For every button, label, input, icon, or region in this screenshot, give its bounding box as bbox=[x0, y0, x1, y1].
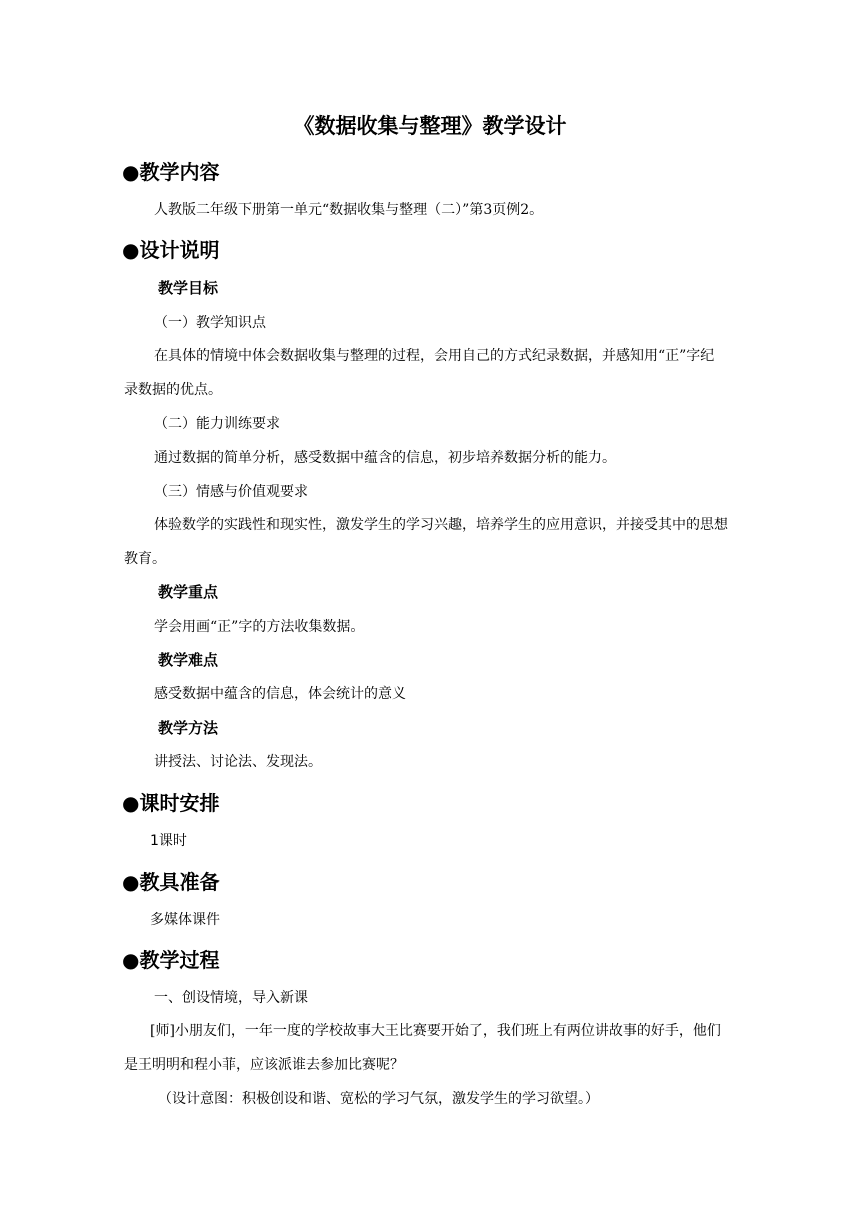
difficulty-text: 感受数据中蕴含的信息，体会统计的意义 bbox=[154, 686, 406, 702]
difficulty-heading: 教学难点 bbox=[158, 651, 219, 669]
goal2-label: （二）能力训练要求 bbox=[154, 416, 280, 432]
key-heading: 教学重点 bbox=[158, 583, 219, 601]
content-text: 人教版二年级下册第一单元“数据收集与整理（二）”第3页例2。 bbox=[154, 202, 544, 218]
goal1-text-line2: 录数据的优点。 bbox=[124, 382, 222, 398]
document-title: 《数据收集与整理》教学设计 bbox=[293, 114, 567, 138]
method-heading: 教学方法 bbox=[158, 719, 219, 737]
goal3-text-line2: 教育。 bbox=[124, 551, 166, 567]
goal3-label: （三）情感与价值观要求 bbox=[154, 484, 308, 500]
section-heading-process: ●教学过程 bbox=[122, 948, 220, 972]
teacher-line1: [师]小朋友们，一年一度的学校故事大王比赛要开始了，我们班上有两位讲故事的好手，他们 bbox=[150, 1023, 721, 1039]
goal1-text-line1: 在具体的情境中体会数据收集与整理的过程，会用自己的方式纪录数据，并感知用“正”字纪 bbox=[154, 348, 715, 364]
schedule-text: 1课时 bbox=[150, 833, 187, 849]
key-text: 学会用画“正”字的方法收集数据。 bbox=[154, 619, 365, 635]
goal1-label: （一）教学知识点 bbox=[154, 315, 266, 331]
process-step1: 一、创设情境，导入新课 bbox=[154, 990, 308, 1006]
tools-text: 多媒体课件 bbox=[150, 912, 220, 928]
method-text: 讲授法、讨论法、发现法。 bbox=[154, 754, 322, 770]
goals-heading: 教学目标 bbox=[158, 279, 219, 297]
section-heading-schedule: ●课时安排 bbox=[122, 791, 220, 815]
section-heading-tools: ●教具准备 bbox=[122, 870, 220, 894]
section-heading-content: ●教学内容 bbox=[122, 160, 220, 184]
goal2-text: 通过数据的简单分析，感受数据中蕴含的信息，初步培养数据分析的能力。 bbox=[154, 450, 616, 466]
design-intent: （设计意图：积极创设和谐、宽松的学习气氛，激发学生的学习欲望。） bbox=[158, 1091, 599, 1107]
teacher-line2: 是王明明和程小菲，应该派谁去参加比赛呢？ bbox=[124, 1057, 404, 1073]
goal3-text-line1: 体验数学的实践性和现实性，激发学生的学习兴趣，培养学生的应用意识，并接受其中的思想 bbox=[154, 517, 728, 533]
section-heading-design: ●设计说明 bbox=[122, 238, 220, 262]
